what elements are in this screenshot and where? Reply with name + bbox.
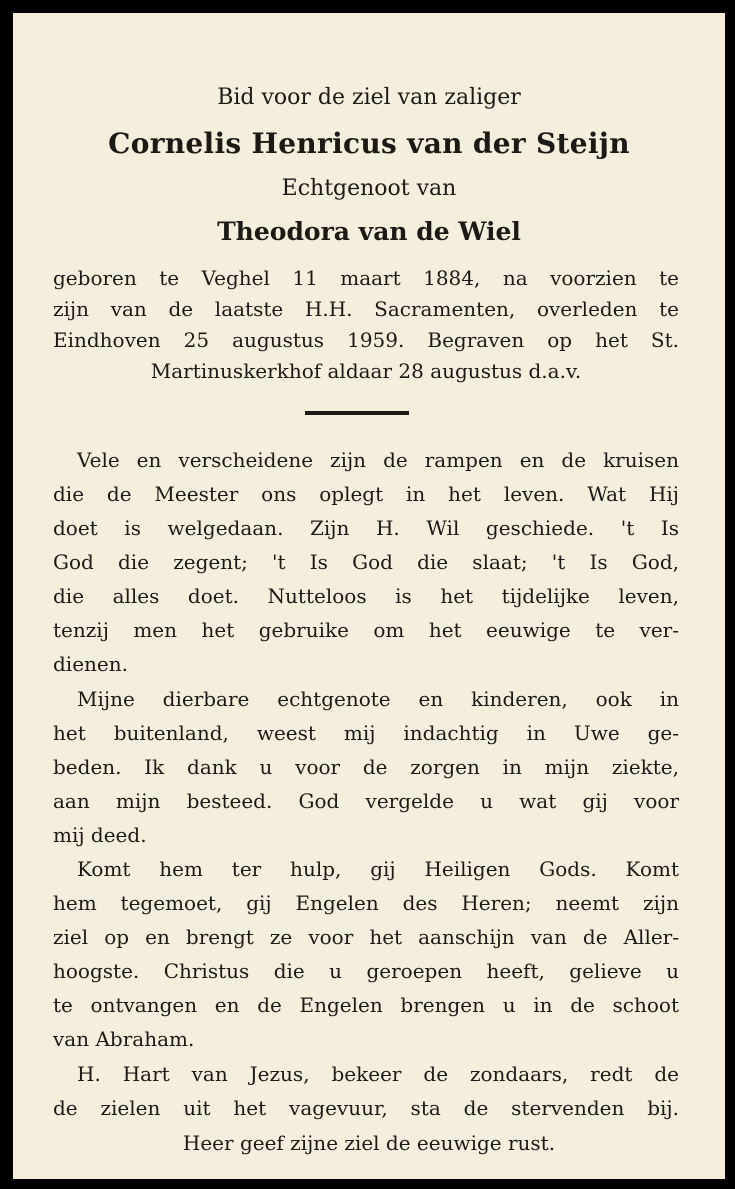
details-line: Martinuskerkhof aldaar 28 augustus d.a.v. [150,359,582,383]
paragraph-line: van Abraham. [53,1027,195,1051]
deceased-name: Cornelis Henricus van der Steijn [108,127,630,160]
paragraph-invocation [53,1057,679,1125]
paragraph-line: tenzij men het gebruike om het eeuwige te ver- [53,618,679,642]
paragraph-line: hem tegemoet, gij Engelen des Heren; neemt zijn [53,891,679,915]
paragraph-line: aan mijn besteed. God vergelde u wat gij voor [53,789,679,813]
paragraph-line: het buitenland, weest mij indachtig in Uwe ge- [53,721,679,745]
paragraph-line: mij deed. [53,823,147,847]
details-line: zijn van de laatste H.H. Sacramenten, overleden te [53,297,679,321]
birth-death-details [53,263,679,387]
paragraph-line: die de Meester ons oplegt in het leven. Wat Hij [53,482,679,506]
paragraph-line: H. Hart van Jezus, bekeer de zondaars, redt de [77,1062,679,1086]
paragraph-line: ziel op en brengt ze voor het aanschijn van de Aller- [53,925,679,949]
paragraph-line: beden. Ik dank u voor de zorgen in mijn ziekte, [53,755,679,779]
memorial-card [13,13,725,1179]
paragraph-line: die alles doet. Nutteloos is het tijdelijke leven, [53,584,679,608]
paragraph-line: hoogste. Christus die u geroepen heeft, gelieve u [53,959,679,983]
details-line: geboren te Veghel 11 maart 1884, na voorzien te [53,266,679,290]
prayer-intro: Bid voor de ziel van zaliger [217,85,521,110]
paragraph-family [53,682,679,852]
spouse-label: Echtgenoot van [281,176,457,201]
paragraph-line: de zielen uit het vagevuur, sta de stervenden bij. [53,1096,679,1120]
divider-rule [305,411,409,415]
paragraph-line: doet is welgedaan. Zijn H. Wil geschiede. 't Is [53,516,679,540]
paragraph-line: Komt hem ter hulp, gij Heiligen Gods. Komt [77,857,679,881]
paragraph-line: dienen. [53,652,128,676]
closing-prayer: Heer geef zijne ziel de eeuwige rust. [182,1131,556,1155]
paragraph-reflection [53,443,679,681]
paragraph-line: Vele en verscheidene zijn de rampen en de kruisen [77,448,679,472]
paragraph-line: te ontvangen en de Engelen brengen u in de schoot [53,993,679,1017]
spouse-name: Theodora van de Wiel [217,217,521,246]
paragraph-prayer [53,852,679,1056]
paragraph-line: God die zegent; 't Is God die slaat; 't Is God, [53,550,679,574]
paragraph-line: Mijne dierbare echtgenote en kinderen, ook in [77,687,679,711]
details-line: Eindhoven 25 augustus 1959. Begraven op het St. [53,328,679,352]
